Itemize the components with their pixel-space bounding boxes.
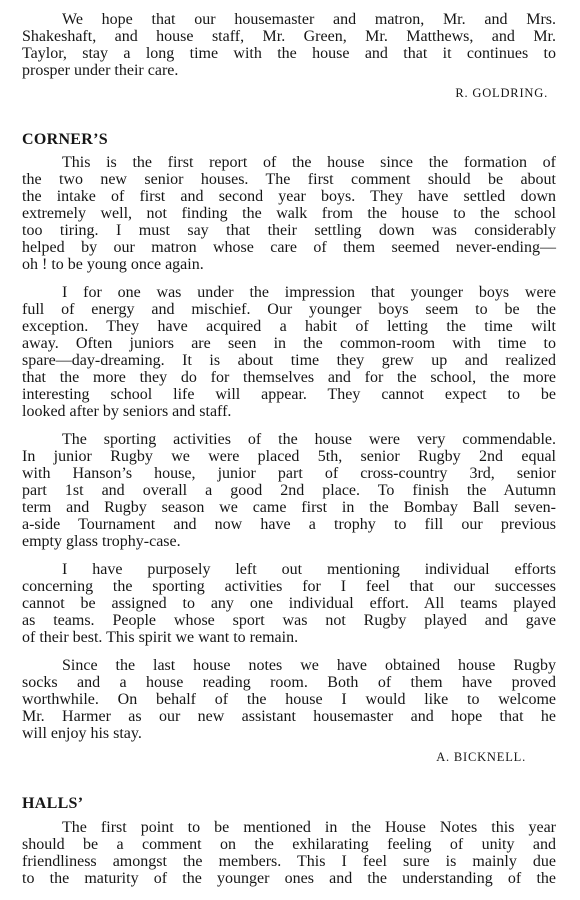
text-line: cannot be assigned to any one individual effort. All teams played: [22, 595, 556, 612]
text-line: away. Often juniors are seen in the common-room with time to: [22, 335, 556, 352]
text-line: with Hanson’s house, junior part of cross-country 3rd, senior: [22, 465, 556, 482]
text-line: full of energy and mischief. Our younger boys seem to be the: [22, 301, 556, 318]
text-line: looked after by seniors and staff.: [22, 403, 232, 420]
text-line: This is the first report of the house since the formation of: [62, 154, 556, 171]
text-line: Mr. Harmer as our new assistant housemaster and hope that he: [22, 708, 556, 725]
text-line: Shakeshaft, and house staff, Mr. Green, Mr. Matthews, and Mr.: [22, 28, 556, 45]
text-line: that the more they do for themselves and for the school, the more: [22, 369, 556, 386]
text-line: term and Rugby season we came first in the Bombay Ball seven-: [22, 499, 556, 516]
signature-goldring: R. GOLDRING.: [455, 86, 548, 100]
text-line: I have purposely left out mentioning individual efforts: [62, 561, 556, 578]
text-line: worthwhile. On behalf of the house I would like to welcome: [22, 691, 556, 708]
text-line: interesting school life will appear. They cannot expect to be: [22, 386, 556, 403]
text-line: a-side Tournament and now have a trophy to fill our previous: [22, 516, 556, 533]
text-line: prosper under their care.: [22, 62, 179, 79]
text-line: the intake of first and second year boys. They have settled down: [22, 188, 556, 205]
text-line: empty glass trophy-case.: [22, 533, 181, 550]
text-line: Taylor, stay a long time with the house and that it continues to: [22, 45, 556, 62]
signature-bicknell: A. BICKNELL.: [436, 750, 526, 764]
section-heading-corners: CORNER’S: [22, 131, 108, 148]
text-line: Since the last house notes we have obtained house Rugby: [62, 657, 556, 674]
text-line: oh ! to be young once again.: [22, 256, 204, 273]
text-line: as teams. People whose sport was not Rugby played and gave: [22, 612, 556, 629]
text-line: will enjoy his stay.: [22, 725, 142, 742]
text-line: too tiring. I must say that their settling down was considerably: [22, 222, 556, 239]
text-line: to the maturity of the younger ones and the understanding of the: [22, 870, 556, 887]
text-line: We hope that our housemaster and matron, Mr. and Mrs.: [62, 11, 556, 28]
text-line: The sporting activities of the house were very commendable.: [62, 431, 556, 448]
text-line: helped by our matron whose care of them seemed never-ending—: [22, 239, 556, 256]
text-line: The first point to be mentioned in the House Notes this year: [62, 819, 556, 836]
text-line: extremely well, not finding the walk from the house to the school: [22, 205, 556, 222]
text-line: socks and a house reading room. Both of them have proved: [22, 674, 556, 691]
text-line: the two new senior houses. The first comment should be about: [22, 171, 556, 188]
text-line: should be a comment on the exhilarating feeling of unity and: [22, 836, 556, 853]
text-line: part 1st and overall a good 2nd place. To finish the Autumn: [22, 482, 556, 499]
text-line: concerning the sporting activities for I feel that our successes: [22, 578, 556, 595]
text-line: spare—day-dreaming. It is about time they grew up and realized: [22, 352, 556, 369]
text-line: I for one was under the impression that younger boys were: [62, 284, 556, 301]
text-line: of their best. This spirit we want to remain.: [22, 629, 299, 646]
text-line: In junior Rugby we were placed 5th, senior Rugby 2nd equal: [22, 448, 556, 465]
text-line: exception. They have acquired a habit of letting the time wilt: [22, 318, 556, 335]
text-line: friendliness amongst the members. This I feel sure is mainly due: [22, 853, 556, 870]
section-heading-halls: HALLS’: [22, 795, 84, 812]
